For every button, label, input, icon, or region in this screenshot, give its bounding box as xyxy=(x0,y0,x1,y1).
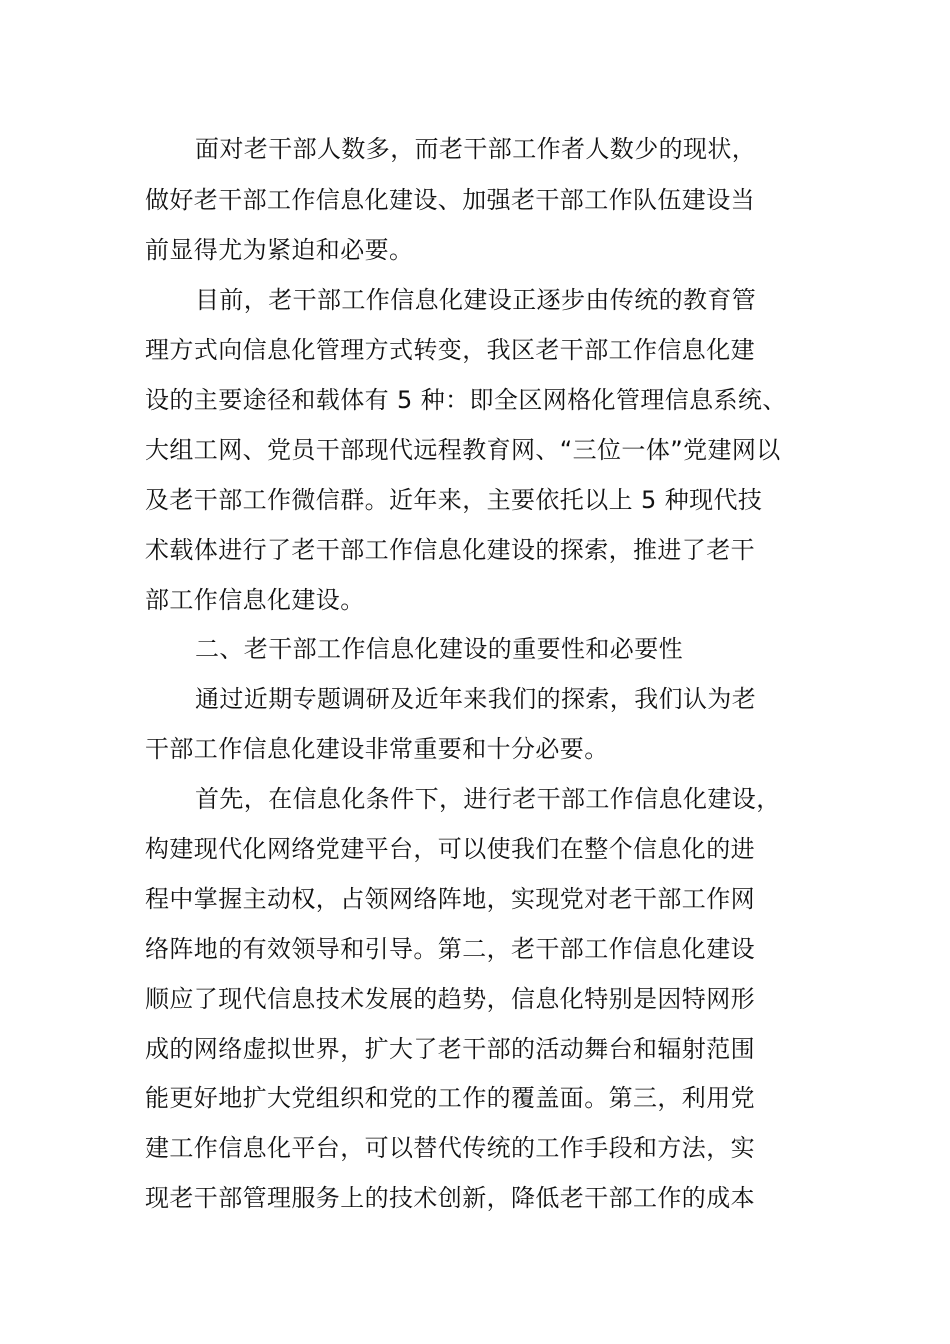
text-line: 大组工网、党员干部现代远程教育网、“三位一体”党建网以 xyxy=(145,436,781,464)
text-line: 能更好地扩大党组织和党的工作的覆盖面。第三，利用党 xyxy=(145,1084,755,1112)
text-line: 建工作信息化平台，可以替代传统的工作手段和方法，实 xyxy=(145,1134,755,1162)
text-line: 构建现代化网络党建平台，可以使我们在整个信息化的进 xyxy=(145,835,755,863)
text-line: 面对老干部人数多，而老干部工作者人数少的现状， xyxy=(195,135,757,163)
section-heading: 二、老干部工作信息化建设的重要性和必要性 xyxy=(195,635,683,663)
text-line: 通过近期专题调研及近年来我们的探索，我们认为老 xyxy=(195,685,757,713)
text-line: 设的主要途径和载体有 5 种：即全区网格化管理信息系统、 xyxy=(145,386,787,414)
text-line: 理方式向信息化管理方式转变，我区老干部工作信息化建 xyxy=(145,336,755,364)
text-line: 术载体进行了老干部工作信息化建设的探索，推进了老干 xyxy=(145,536,755,564)
text-line: 首先，在信息化条件下，进行老干部工作信息化建设， xyxy=(195,785,781,813)
text-line: 络阵地的有效领导和引导。第二，老干部工作信息化建设 xyxy=(145,935,755,963)
text-line: 部工作信息化建设。 xyxy=(145,586,365,614)
text-line: 顺应了现代信息技术发展的趋势，信息化特别是因特网形 xyxy=(145,985,755,1013)
text-line: 干部工作信息化建设非常重要和十分必要。 xyxy=(145,735,609,763)
text-line: 做好老干部工作信息化建设、加强老干部工作队伍建设当 xyxy=(145,186,755,214)
text-line: 成的网络虚拟世界，扩大了老干部的活动舞台和辐射范围 xyxy=(145,1035,755,1063)
text-line: 前显得尤为紧迫和必要。 xyxy=(145,236,414,264)
text-line: 及老干部工作微信群。近年来，主要依托以上 5 种现代技 xyxy=(145,486,763,514)
text-line: 目前，老干部工作信息化建设正逐步由传统的教育管 xyxy=(195,286,757,314)
text-line: 程中掌握主动权，占领网络阵地，实现党对老干部工作网 xyxy=(145,885,755,913)
text-line: 现老干部管理服务上的技术创新，降低老干部工作的成本 xyxy=(145,1184,755,1212)
